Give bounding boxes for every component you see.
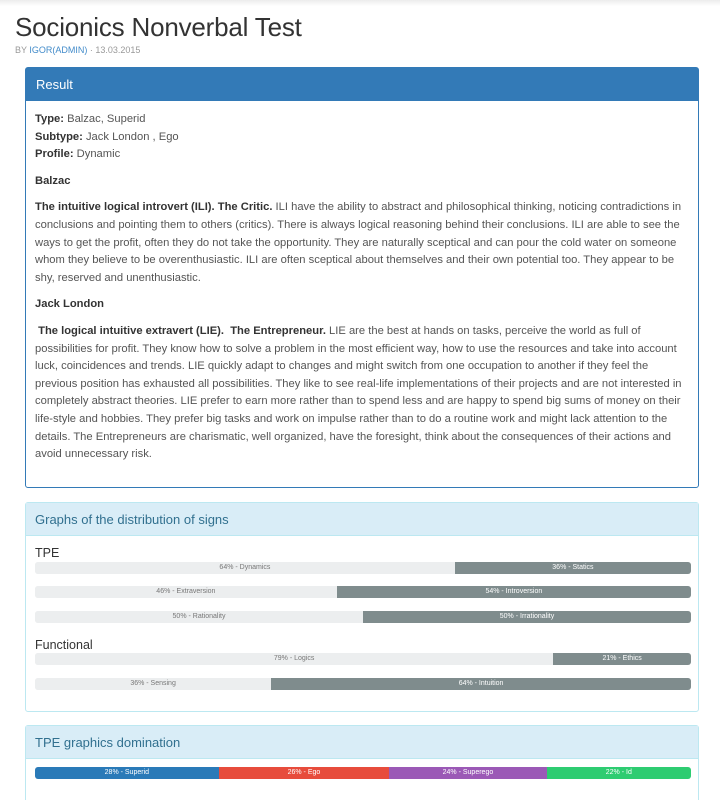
progress-segment-rationality: 50% - Rationality	[35, 611, 363, 623]
progress-segment-sensing: 36% - Sensing	[35, 678, 271, 690]
post-date: 13.03.2015	[95, 45, 141, 55]
progress-segment-irrationality: 50% - Irrationality	[363, 611, 691, 623]
type-line	[35, 111, 689, 129]
progress-segment-ethics: 21% - Ethics	[553, 653, 691, 665]
page-title: Socionics Nonverbal Test	[15, 12, 302, 42]
tpe-label: TPE	[35, 546, 60, 560]
type-section-title: Balzac	[35, 174, 71, 187]
result-panel	[25, 67, 699, 488]
type-description-text: ILI have the ability to abstract and philosophical thinking, noticing contradictions in conclusions and pointing them to others (critics). There is always logical reasoning behind their conclusions. ILI are able to see the ways to get the profit, often they do not take the opportunity. They are naturally sceptical and can pour the cold water on someone whom they believe to be overenthusiastic. ILI are often sceptical about themselves and their own potential too. They appear to be shy, reserved and unenthusiastic.	[35, 201, 682, 284]
profile-line	[35, 146, 689, 164]
result-body	[26, 101, 698, 482]
progress-segment-ego: 26% - Ego	[219, 767, 390, 779]
functional-label: Functional	[35, 638, 93, 652]
byline-prefix: BY	[15, 45, 30, 55]
subtype-description-lead: The logical intuitive extravert (LIE). The Entrepreneur.	[35, 324, 326, 337]
type-description-lead: The intuitive logical introvert (ILI). The Critic.	[35, 201, 273, 214]
progress-segment-introversion: 54% - Introversion	[337, 586, 691, 598]
progress-bar-extraversion-introversion	[35, 586, 691, 598]
subtype-line	[35, 129, 689, 147]
author-link[interactable]: IGOR(ADMIN)	[29, 45, 88, 55]
progress-bar-sensing-intuition	[35, 678, 691, 690]
domination-panel-heading: TPE graphics domination	[26, 726, 698, 759]
signs-panel-heading: Graphs of the distribution of signs	[26, 503, 698, 536]
byline	[15, 45, 140, 55]
byline-separator: ·	[87, 45, 96, 55]
progress-bar-logics-ethics	[35, 653, 691, 665]
type-value: Balzac, Superid	[64, 113, 146, 125]
progress-segment-dynamics: 64% - Dynamics	[35, 562, 455, 574]
progress-segment-superid: 28% - Superid	[35, 767, 219, 779]
progress-bar-rationality-irrationality	[35, 611, 691, 623]
profile-label: Profile:	[35, 148, 74, 161]
progress-segment-superego: 24% - Superego	[389, 767, 546, 779]
tpe-domination-panel	[25, 725, 699, 800]
subtype-value: Jack London , Ego	[82, 130, 179, 143]
subtype-section-title: Jack London	[35, 298, 104, 311]
profile-value: Dynamic	[73, 148, 121, 161]
progress-segment-statics: 36% - Statics	[455, 562, 691, 574]
subtype-description	[35, 323, 689, 464]
type-description	[35, 199, 689, 287]
type-label: Type:	[35, 113, 65, 125]
subtype-label: Subtype:	[35, 130, 83, 143]
signs-distribution-panel	[25, 502, 699, 712]
progress-segment-extraversion: 46% - Extraversion	[35, 586, 337, 598]
progress-bar-domination	[35, 767, 691, 779]
progress-segment-id: 22% - Id	[547, 767, 691, 779]
result-panel-heading: Result	[26, 68, 698, 101]
progress-segment-logics: 79% - Logics	[35, 653, 553, 665]
progress-bar-dynamics-statics	[35, 562, 691, 574]
progress-segment-intuition: 64% - Intuition	[271, 678, 691, 690]
subtype-description-text: LIE are the best at hands on tasks, perceive the world as full of possibilities for profit. They know how to solve a problem in the most efficient way, how to use the resources and take into account luck, coincidences and trends. LIE quickly adapt to changes and might switch from one occupation to another if they feel the previous position has exhausted all possibilities. They like to see real-life implementations of their projects and are not interested in completely abstract theories. LIE prefer to earn more rather than to spend less and are happy to spend big sums of money on their life-style and hobbies. They prefer big tasks and work on impulse rather than to do a routine work and might lack attention to the details. The Entrepreneurs are charismatic, well organized, have the foresight, think about the consequences of their actions and avoid unnecessary risk.	[35, 324, 682, 461]
top-shadow-bar	[0, 0, 720, 6]
